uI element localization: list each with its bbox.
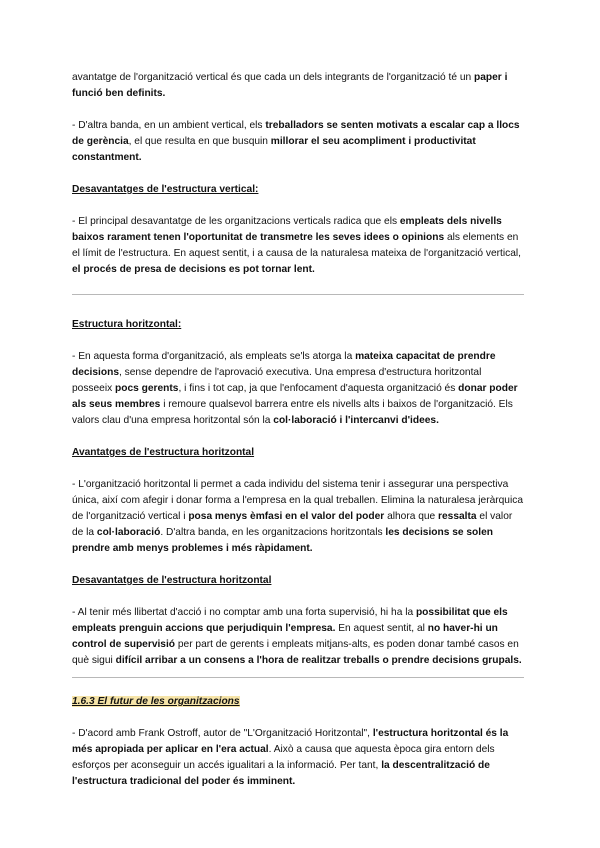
text-run: , el que resulta en que busquin xyxy=(128,136,271,147)
heading-future-of-organizations xyxy=(72,694,524,710)
text-run: i remoure qualsevol barrera entre els nivells alts i baixos de l'organització. Els valors clau d'una empresa horitzontal són la xyxy=(72,399,513,426)
heading-horizontal-disadvantages: Desavantatges de l'estructura horitzontal xyxy=(72,575,272,586)
bold-run: posa menys èmfasi en el valor del poder xyxy=(188,511,385,522)
bold-run: mateixa capacitat de prendre decisions xyxy=(72,351,496,378)
text-run: . D'altra banda, en les organitzacions horitzontals xyxy=(160,527,386,538)
text-run: alhora que xyxy=(384,511,439,522)
text-run: , sense dependre de l'aprovació executiva. Una empresa d'estructura horitzontal posseeix xyxy=(72,367,482,394)
paragraph-vertical-motivation xyxy=(72,118,524,166)
bold-run: donar poder als seus membres xyxy=(72,383,518,410)
text-run: . Això a causa que aquesta època gira entorn dels esforços per aconseguir un accés igualitari a la informació. Per tant, xyxy=(72,744,495,771)
text-run: - D'altra banda, en un ambient vertical, els xyxy=(72,120,266,131)
bold-run: l'estructura horitzontal és la més apropiada per aplicar en l'era actual xyxy=(72,728,509,755)
paragraph-horizontal-disadvantages xyxy=(72,605,524,669)
bold-run: col·laboració i l'intercanvi d'idees. xyxy=(273,415,439,426)
bold-run: ressalta xyxy=(438,511,477,522)
text-run: En aquest sentit, al xyxy=(335,623,428,634)
paragraph-horizontal-advantages xyxy=(72,477,524,557)
text-run: - En aquesta forma d'organització, als empleats se'ls atorga la xyxy=(72,351,356,362)
text-run: avantatge de l'organització vertical és que cada un dels integrants de l'organització té un xyxy=(72,72,475,83)
paragraph-horizontal-structure xyxy=(72,349,524,429)
bold-run: no haver-hi un control de supervisió xyxy=(72,623,498,650)
bold-run: millorar el seu acompliment i productivitat constantment. xyxy=(72,136,476,163)
text-run: - El principal desavantatge de les organitzacions verticals radica que els xyxy=(72,216,400,227)
text-run: - Al tenir més llibertat d'acció i no comptar amb una forta supervisió, hi ha la xyxy=(72,607,416,618)
bold-run: les decisions se solen prendre amb menys problemes i més ràpidament. xyxy=(72,527,493,554)
paragraph-vertical-advantage-end xyxy=(72,70,524,102)
heading-vertical-disadvantages: Desavantatges de l'estructura vertical: xyxy=(72,184,259,195)
heading-horizontal-structure: Estructura horitzontal: xyxy=(72,319,182,330)
bold-run: la descentralització de l'estructura tradicional del poder és imminent. xyxy=(72,760,490,787)
paragraph-future-of-organizations xyxy=(72,726,524,790)
heading-horizontal-advantages: Avantatges de l'estructura horitzontal xyxy=(72,447,255,458)
highlighted-heading-text: 1.6.3 El futur de les organitzacions xyxy=(72,696,240,707)
bold-run: possibilitat que els empleats prenguin accions que perjudiquin l'empresa. xyxy=(72,607,508,634)
bold-run: empleats dels nivells baixos rarament tenen l'oportunitat de transmetre les seves idees o opinions xyxy=(72,216,502,243)
text-run: als elements en el límit de l'estructura. En aquest sentit, i a causa de la naturalesa mateixa de l'organització vertical, xyxy=(72,232,521,259)
bold-run: treballadors se senten motivats a escalar cap a llocs de gerència xyxy=(72,120,520,147)
text-run: el valor de la xyxy=(72,511,513,538)
text-run: per part de gerents i empleats mitjans-alts, es poden donar també casos en què sigui xyxy=(72,639,519,666)
bold-run: col·laboració xyxy=(96,527,161,538)
text-run: - D'acord amb Frank Ostroff, autor de "L'Organització Horitzontal", xyxy=(72,728,373,739)
bold-run: difícil arribar a un consens a l'hora de realitzar treballs o prendre decisions grupals. xyxy=(115,655,522,666)
document-body xyxy=(72,70,524,806)
bold-run: el procés de presa de decisions es pot tornar lent. xyxy=(72,264,315,275)
paragraph-vertical-disadvantages xyxy=(72,214,524,278)
bold-run: pocs gerents xyxy=(115,383,179,394)
section-divider xyxy=(72,677,524,678)
text-run: - L'organització horitzontal li permet a cada individu del sistema tenir i assegurar una perspectiva única, així com afegir i donar forma a l'empresa en la qual treballen. Elimina la naturalesa jeràrquica de l'organització vertical i xyxy=(72,479,523,522)
section-divider xyxy=(72,294,524,295)
text-run: , i fins i tot cap, ja que l'enfocament d'aquesta organització és xyxy=(178,383,459,394)
bold-run: paper i funció ben definits. xyxy=(72,72,508,99)
